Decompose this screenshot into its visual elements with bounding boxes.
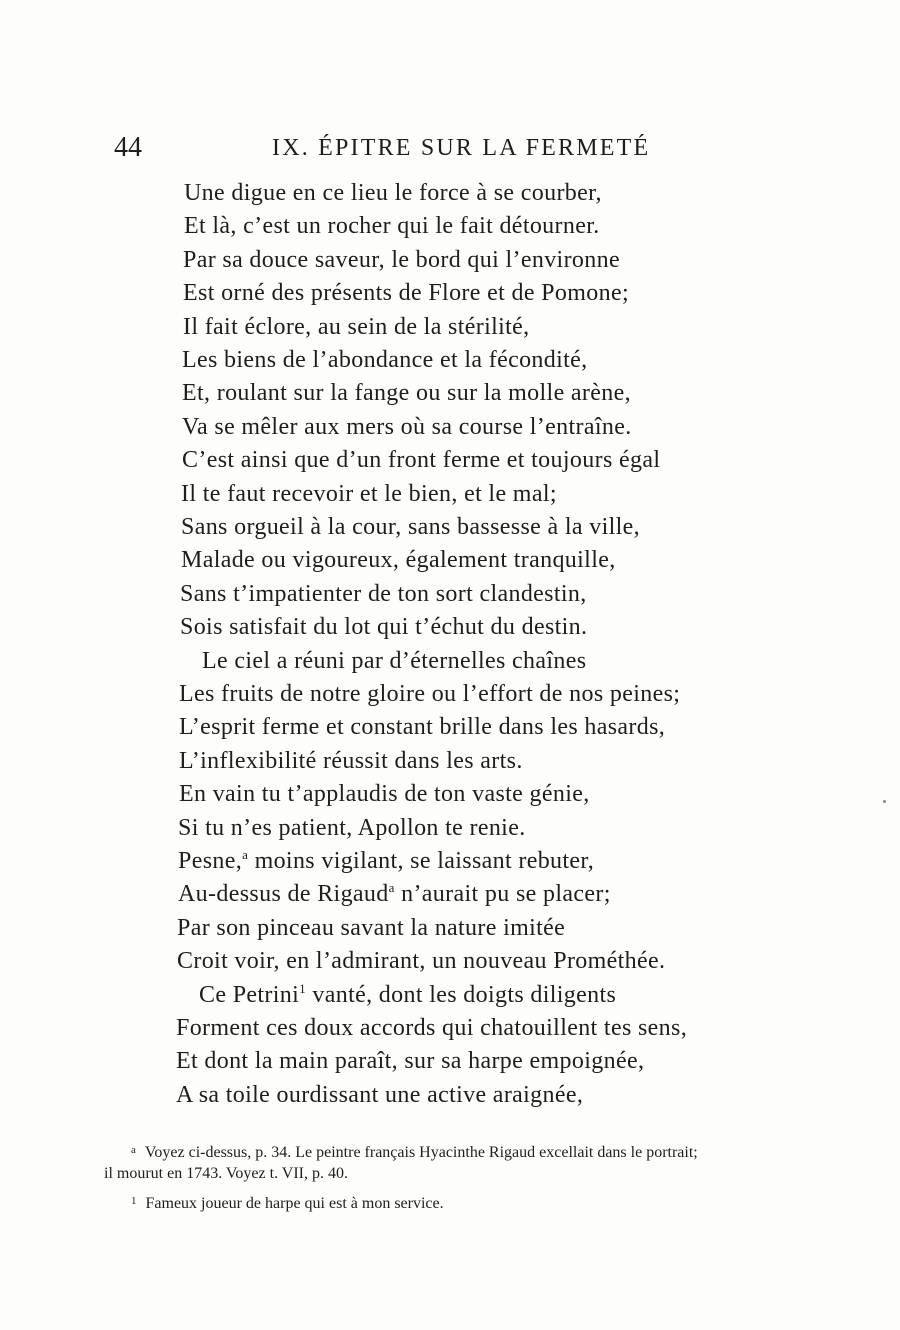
verse-line: A sa toile ourdissant une active araignée, [176,1082,584,1108]
page-number: 44 [114,132,142,163]
verse-line: Et dont la main paraît, sur sa harpe empoignée, [176,1048,645,1074]
footnote: a Voyez ci-dessus, p. 34. Le peintre français Hyacinthe Rigaud excellait dans le portrait; [131,1140,698,1163]
verse-line: Sans orgueil à la cour, sans bassesse à la ville, [181,514,640,540]
verse-line: En vain tu t’applaudis de ton vaste génie, [179,781,590,807]
paper-speck [883,800,886,803]
verse-line: L’esprit ferme et constant brille dans les hasards, [179,714,666,740]
verse-line: Ce Petrini$^1$ vanté, dont les doigts diligents [199,981,617,1008]
verse-line: Croit voir, en l’admirant, un nouveau Prométhée. [177,948,666,974]
footnote-continuation: il mourut en 1743. Voyez t. VII, p. 40. [104,1165,348,1182]
verse-line: Sois satisfait du lot qui t’échut du destin. [180,614,588,640]
footnote-ref: a [242,847,249,862]
footnote-ref: a [388,880,395,895]
footnote: 1 Fameux joueur de harpe qui est à mon service. [131,1191,444,1214]
verse-line: Pesne,$^a$ moins vigilant, se laissant rebuter, [178,847,595,874]
verse-line: Forment ces doux accords qui chatouillent tes sens, [176,1015,688,1041]
verse-line: Les fruits de notre gloire ou l’effort de nos peines; [179,681,681,707]
verse-line: Est orné des présents de Flore et de Pomone; [183,280,629,306]
verse-line: Si tu n’es patient, Apollon te renie. [178,815,526,841]
verse-line: Les biens de l’abondance et la fécondité, [182,347,588,373]
verse-line: Il fait éclore, au sein de la stérilité, [183,314,530,340]
verse-line: L’inflexibilité réussit dans les arts. [179,748,523,774]
verse-line: Et, roulant sur la fange ou sur la molle arène, [182,380,631,406]
verse-line: Il te faut recevoir et le bien, et le mal; [181,481,557,507]
verse-line: Et là, c’est un rocher qui le fait détourner. [184,213,600,239]
verse-line: Par sa douce saveur, le bord qui l’environne [183,247,620,273]
verse-line: Le ciel a réuni par d’éternelles chaînes [202,648,587,674]
verse-line: Par son pinceau savant la nature imitée [177,915,566,941]
running-title: IX. ÉPITRE SUR LA FERMETÉ [272,135,651,161]
verse-line: Au-dessus de Rigaud$^a$ n’aurait pu se placer; [178,880,611,907]
verse-line: Une digue en ce lieu le force à se courber, [184,180,602,206]
verse-line: C’est ainsi que d’un front ferme et toujours égal [182,447,661,473]
footnote-mark: 1 [131,1195,137,1207]
verse-line: Sans t’impatienter de ton sort clandestin, [180,581,587,607]
verse-line: Malade ou vigoureux, également tranquille, [181,547,616,573]
verse-line: Va se mêler aux mers où sa course l’entraîne. [182,414,632,440]
footnote-mark: a [131,1144,136,1156]
footnote-ref: 1 [299,981,307,996]
